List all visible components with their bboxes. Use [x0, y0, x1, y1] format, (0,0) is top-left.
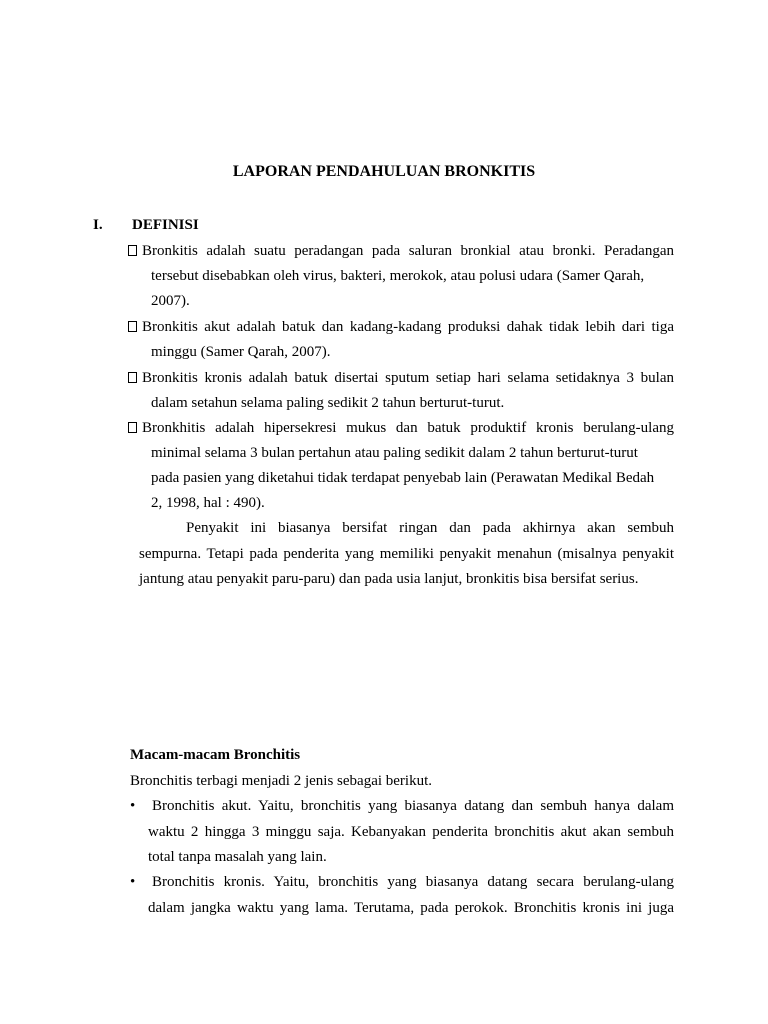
paragraph-line: jantung atau penyakit paru-paru) dan pada usia lanjut, bronkitis bisa bersifat serius. — [139, 571, 639, 587]
definition-text: tersebut disebabkan oleh virus, bakteri, merokok, atau polusi udara (Samer Qarah, — [151, 268, 645, 284]
bullet-item — [130, 794, 674, 871]
bullet-text: Bronchitis akut. Yaitu, bronchitis yang biasanya datang dan sembuh hanya dalam — [152, 798, 674, 814]
definition-text: pada pasien yang diketahui tidak terdapat penyebab lain (Perawatan Medikal Bedah — [151, 470, 655, 486]
definition-text: minggu (Samer Qarah, 2007). — [151, 344, 331, 360]
definition-text: 2, 1998, hal : 490). — [151, 495, 265, 511]
definition-text: Bronkitis akut adalah batuk dan kadang-kadang produksi dahak tidak lebih dari tiga — [142, 319, 674, 335]
definition-text: dalam setahun selama paling sedikit 2 tahun berturut-turut. — [151, 395, 505, 411]
bullet-text: total tanpa masalah yang lain. — [148, 849, 327, 865]
subsection-heading: Macam-macam Bronchitis — [130, 747, 301, 763]
definition-item — [128, 366, 674, 416]
definition-text: Bronkitis adalah suatu peradangan pada saluran bronkial atau bronki. Peradangan — [142, 243, 674, 259]
bullet-text: waktu 2 hingga 3 minggu saja. Kebanyakan penderita bronchitis akut akan sembuh — [148, 823, 674, 840]
section-number: I. — [93, 217, 103, 233]
definition-paragraph — [139, 516, 674, 593]
definition-item — [128, 315, 674, 365]
definition-item — [128, 416, 674, 516]
paragraph-line: sempurna. Tetapi pada penderita yang memiliki penyakit menahun (misalnya penyakit — [139, 545, 674, 562]
subsection-intro: Bronchitis terbagi menjadi 2 jenis sebagai berikut. — [130, 773, 433, 789]
definition-item — [128, 239, 674, 314]
checkbox-glyph-icon — [128, 321, 137, 332]
checkbox-glyph-icon — [128, 372, 137, 383]
checkbox-glyph-icon — [128, 422, 137, 433]
bullet-text: dalam jangka waktu yang lama. Terutama, pada perokok. Bronchitis kronis ini juga — [148, 899, 674, 916]
definition-text: Bronkitis kronis adalah batuk disertai sputum setiap hari selama setidaknya 3 bulan — [142, 370, 674, 386]
paragraph-line: Penyakit ini biasanya bersifat ringan dan pada akhirnya akan sembuh — [186, 520, 674, 536]
bullet-icon: • — [130, 798, 136, 814]
definition-text: Bronkhitis adalah hipersekresi mukus dan batuk produktif kronis berulang-ulang — [142, 420, 674, 436]
section-heading: DEFINISI — [132, 217, 199, 233]
checkbox-glyph-icon — [128, 245, 137, 256]
bullet-item — [130, 870, 674, 921]
bullet-icon: • — [130, 874, 136, 890]
definition-text: minimal selama 3 bulan pertahun atau paling sedikit dalam 2 tahun berturut-turut — [151, 445, 638, 461]
document-title: LAPORAN PENDAHULUAN BRONKITIS — [232, 163, 536, 180]
bullet-text: Bronchitis kronis. Yaitu, bronchitis yang biasanya datang secara berulang-ulang — [152, 874, 674, 890]
definition-text: 2007). — [151, 293, 190, 309]
